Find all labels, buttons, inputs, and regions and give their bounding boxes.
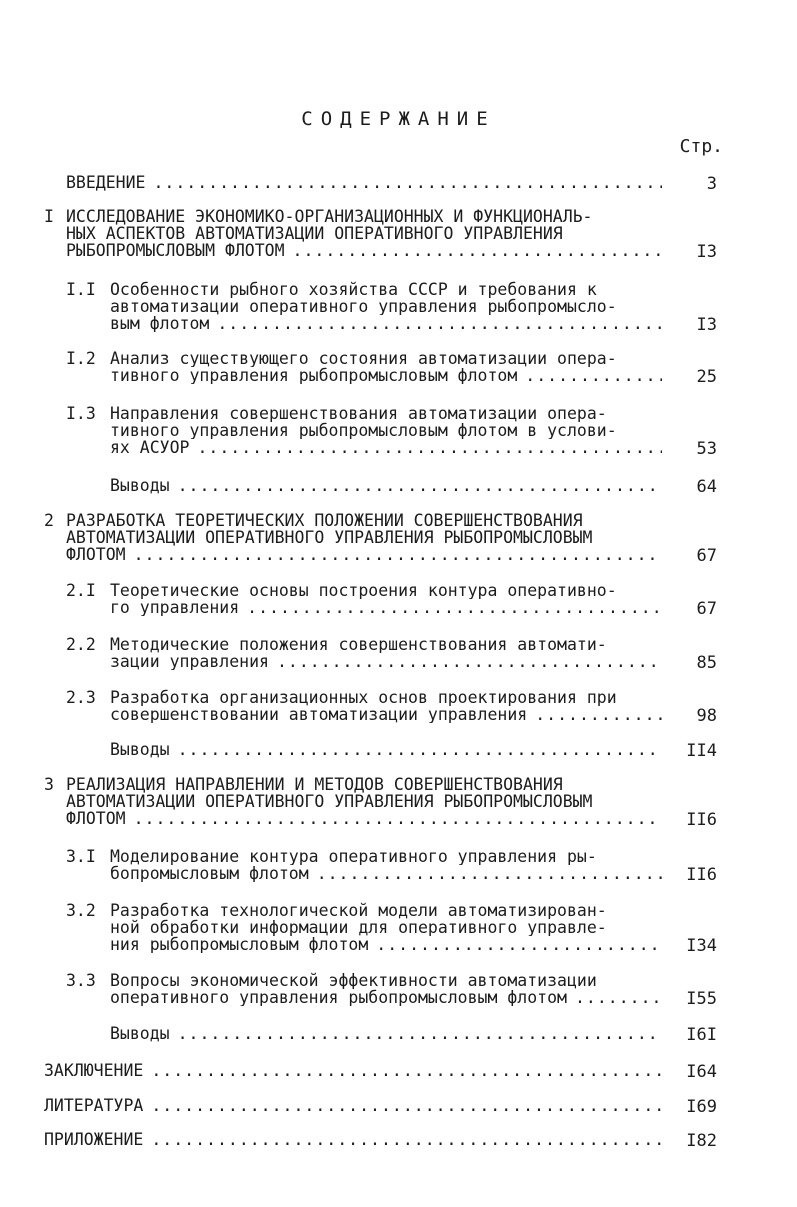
dot-leader (293, 242, 662, 259)
toc-entry-line (110, 367, 662, 384)
dot-leader (535, 706, 662, 723)
toc-entry-number: 2.2 (66, 635, 96, 654)
toc-entry-number: 2 (44, 511, 54, 530)
dot-leader (178, 477, 662, 494)
toc-entry-line (110, 350, 662, 367)
toc-page-number: 67 (696, 599, 717, 619)
toc-entry[interactable] (110, 1025, 662, 1042)
toc-entry-line (66, 776, 662, 793)
toc-entry-text: Направления совершенствования автоматизации опера- (110, 405, 607, 422)
toc-entry-line (66, 208, 662, 225)
toc-entry-text: ПРИЛОЖЕНИЕ (44, 1131, 144, 1148)
toc-entry-text: Моделирование контура оперативного управления ры- (110, 848, 597, 865)
toc-entry-line (110, 989, 662, 1006)
toc-entry-text: ях АСУОР (110, 439, 190, 456)
toc-entry-text: Методические положения совершенствования автомати- (110, 636, 607, 653)
toc-entry-line (110, 848, 662, 865)
toc-entry-text: АВТОМАТИЗАЦИИ ОПЕРАТИВНОГО УПРАВЛЕНИЯ РЫБОПРОМЫСЛОВЫМ (66, 529, 593, 546)
toc-entry-line (110, 741, 662, 758)
toc-entry-line (66, 546, 662, 563)
toc-page-number: II6 (686, 865, 717, 885)
toc-entry-text: ЗАКЛЮЧЕНИЕ (44, 1062, 144, 1079)
dot-leader (178, 741, 662, 758)
toc-entry-line (66, 529, 662, 546)
toc-entry[interactable] (66, 349, 662, 384)
dot-leader (134, 546, 662, 563)
toc-entry-number: I.I (66, 280, 96, 299)
toc-entry-line (44, 1097, 662, 1114)
toc-entry-line (44, 1131, 662, 1148)
toc-entry-line (44, 1062, 662, 1079)
toc-page-number: I64 (686, 1062, 717, 1082)
toc-entry-text: РЫБОПРОМЫСЛОВЫМ ФЛОТОМ (66, 242, 285, 259)
toc-entry-line (110, 936, 662, 953)
toc-entry[interactable] (110, 741, 662, 758)
toc-entry-line (110, 422, 662, 439)
toc-entry-line (66, 512, 662, 529)
toc-entry-number: I (44, 207, 54, 226)
toc-entry-text: Выводы (110, 1025, 170, 1042)
toc-entry[interactable] (66, 971, 662, 1006)
toc-page-number: I3 (696, 242, 717, 262)
toc-entry-text: НЫХ АСПЕКТОВ АВТОМАТИЗАЦИИ ОПЕРАТИВНОГО УПРАВЛЕНИЯ (66, 225, 563, 242)
dot-leader (197, 439, 662, 456)
toc-entry-text: тивного управления рыбопромысловым флотом (110, 367, 518, 384)
toc-entry[interactable] (110, 477, 662, 494)
toc-entry-text: оперативного управления рыбопромысловым флотом (110, 989, 567, 1006)
toc-entry[interactable] (66, 581, 662, 616)
toc-entry[interactable] (44, 207, 662, 259)
toc-page-number: 25 (696, 367, 717, 387)
dot-leader (317, 865, 662, 882)
page-column-label: Стр. (679, 136, 723, 157)
toc-entry-line (110, 1025, 662, 1042)
toc-entry-number: 3.I (66, 847, 96, 866)
toc-entry-text: Вопросы экономической эффективности автоматизации (110, 972, 597, 989)
toc-entry-text: бопромысловым флотом (110, 865, 309, 882)
toc-entry[interactable] (66, 174, 662, 191)
dot-leader (151, 1131, 662, 1148)
toc-entry-text: Разработка организационных основ проектирования при (110, 689, 617, 706)
toc-entry-text: РАЗРАБОТКА ТЕОРЕТИЧЕСКИХ ПОЛОЖЕНИЙ СОВЕРШЕНСТВОВАНИЯ (66, 512, 583, 529)
toc-entry-line (110, 865, 662, 882)
toc-entry-line (110, 689, 662, 706)
toc-entry-text: Выводы (110, 477, 170, 494)
toc-entry-line (66, 810, 662, 827)
toc-entry-text: ной обработки информации для оперативного управле- (110, 919, 607, 936)
toc-entry-line (110, 706, 662, 723)
dot-leader (151, 1097, 662, 1114)
toc-entry-text: совершенствовании автоматизации управления (110, 706, 528, 723)
toc-entry-text: Разработка технологической модели автоматизирован- (110, 902, 607, 919)
toc-page-number: I82 (686, 1131, 717, 1151)
toc-entry-text: Выводы (110, 741, 170, 758)
dot-leader (376, 936, 662, 953)
dot-leader (151, 1062, 662, 1079)
toc-entry[interactable] (66, 635, 662, 670)
toc-entry-line (110, 315, 662, 332)
toc-entry-text: ФЛОТОМ (66, 810, 126, 827)
dot-leader (575, 989, 662, 1006)
toc-page-number: 67 (696, 546, 717, 566)
dot-leader (134, 810, 662, 827)
toc-entry[interactable] (44, 1097, 662, 1114)
toc-entry-line (110, 919, 662, 936)
toc-entry[interactable] (44, 511, 662, 563)
toc-entry-text: ЛИТЕРАТУРА (44, 1097, 144, 1114)
toc-entry-line (110, 439, 662, 456)
toc-page-number: I6I (686, 1025, 717, 1045)
toc-entry-line (110, 405, 662, 422)
toc-page-number: 98 (696, 706, 717, 726)
dot-leader (525, 367, 662, 384)
dot-leader (153, 174, 662, 191)
toc-entry-text: РЕАЛИЗАЦИЯ НАПРАВЛЕНИЙ И МЕТОДОВ СОВЕРШЕНСТВОВАНИЯ (66, 776, 563, 793)
toc-entry[interactable] (66, 280, 662, 332)
toc-entry-text: зации управления (110, 653, 269, 670)
dot-leader (178, 1025, 662, 1042)
page-title: СОДЕРЖАНИЕ (301, 108, 496, 130)
toc-entry-line (66, 174, 662, 191)
toc-entry-line (110, 582, 662, 599)
toc-page-number: 85 (696, 653, 717, 673)
toc-entry[interactable] (44, 1131, 662, 1148)
toc-entry-number: 2.I (66, 581, 96, 600)
toc-entry-line (110, 477, 662, 494)
toc-page-number: I55 (686, 989, 717, 1009)
toc-page-number: I34 (686, 936, 717, 956)
toc-entry[interactable] (44, 1062, 662, 1079)
toc-entry-line (110, 636, 662, 653)
toc-entry[interactable] (66, 404, 662, 456)
toc-entry-text: ния рыбопромысловым флотом (110, 936, 369, 953)
toc-entry[interactable] (66, 901, 662, 953)
toc-entry-number: 3.2 (66, 901, 96, 920)
toc-entry-text: ФЛОТОМ (66, 546, 126, 563)
toc-entry-line (66, 225, 662, 242)
toc-entry-number: 3.3 (66, 971, 96, 990)
toc-page-number: 53 (696, 439, 717, 459)
toc-page-number: I69 (686, 1097, 717, 1117)
dot-leader (247, 599, 662, 616)
toc-page-number: II6 (686, 810, 717, 830)
toc-entry-text: ИССЛЕДОВАНИЕ ЭКОНОМИКО-ОРГАНИЗАЦИОННЫХ И ФУНКЦИОНАЛЬ- (66, 208, 593, 225)
toc-entry-line (110, 972, 662, 989)
toc-entry-text: ВВЕДЕНИЕ (66, 174, 146, 191)
toc-page-number: I3 (696, 315, 717, 335)
toc-entry-number: I.3 (66, 404, 96, 423)
dot-leader (277, 653, 662, 670)
toc-entry-line (110, 599, 662, 616)
toc-entry-text: автоматизации оперативного управления рыбопромысло- (110, 298, 617, 315)
toc-page-number: 3 (706, 174, 717, 194)
toc-entry-text: Особенности рыбного хозяйства СССР и требования к (110, 281, 597, 298)
toc-entry-line (66, 242, 662, 259)
toc-entry[interactable] (66, 688, 662, 723)
toc-entry-text: АВТОМАТИЗАЦИИ ОПЕРАТИВНОГО УПРАВЛЕНИЯ РЫБОПРОМЫСЛОВЫМ (66, 793, 593, 810)
toc-entry-number: 2.3 (66, 688, 96, 707)
toc-entry-text: вым флотом (110, 315, 210, 332)
toc-entry[interactable] (44, 775, 662, 827)
toc-entry-number: 3 (44, 775, 54, 794)
toc-entry-line (110, 281, 662, 298)
toc-entry-line (66, 793, 662, 810)
toc-entry-number: I.2 (66, 349, 96, 368)
toc-entry-text: го управления (110, 599, 240, 616)
toc-entry-text: Теоретические основы построения контура оперативно- (110, 582, 617, 599)
toc-page-number: II4 (686, 741, 717, 761)
toc-entry-line (110, 653, 662, 670)
toc-entry-text: Анализ существующего состояния автоматизации опера- (110, 350, 617, 367)
dot-leader (217, 315, 662, 332)
toc-entry-text: тивного управления рыбопромысловым флотом в услови- (110, 422, 617, 439)
toc-entry-line (110, 298, 662, 315)
toc-page-number: 64 (696, 477, 717, 497)
toc-entry[interactable] (66, 847, 662, 882)
toc-entry-line (110, 902, 662, 919)
